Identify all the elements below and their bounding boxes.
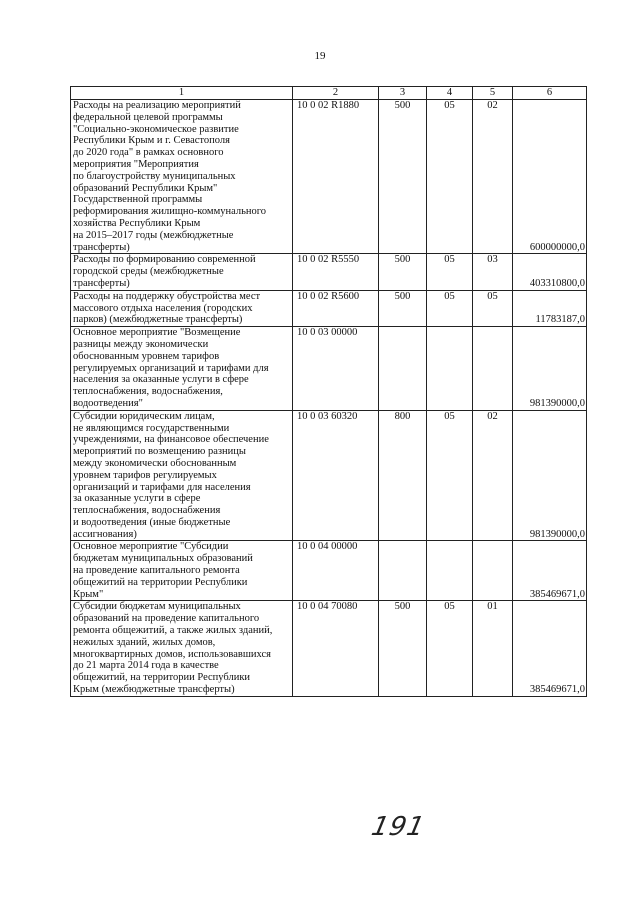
row-col-5: 01	[473, 601, 513, 696]
row-name: Основное мероприятие "Возмещение разницы между экономически обоснованным уровнем тарифов регулируемых организаций и тарифами для населения за оказанные услуги в сфере теплоснабжения, водоснабжения, водоотведения"	[71, 327, 293, 411]
row-col-3: 500	[379, 100, 427, 254]
budget-table	[70, 86, 587, 697]
row-code: 10 0 04 00000	[293, 541, 379, 601]
row-col-3	[379, 327, 427, 411]
row-col-5: 02	[473, 100, 513, 254]
row-code: 10 0 02 R1880	[293, 100, 379, 254]
table-row	[71, 601, 587, 696]
header-col-5: 5	[473, 87, 513, 100]
table-row	[71, 327, 587, 411]
row-code: 10 0 02 R5550	[293, 254, 379, 290]
row-col-5: 03	[473, 254, 513, 290]
row-code: 10 0 03 60320	[293, 410, 379, 541]
row-amount: 385469671,0	[513, 601, 587, 696]
row-amount: 403310800,0	[513, 254, 587, 290]
handwritten-page-number: 191	[368, 812, 428, 842]
row-name: Расходы на реализацию мероприятий федеральной целевой программы "Социально-экономическое развитие Республики Крым и г. Севастополя до 2020 года" в рамках основного мероприятия "Мероприятия по благоустройству муниципальных образований Республики Крым" Государственной программы реформирования жилищно-коммунального хозяйства Республики Крым на 2015–2017 годы (межбюджетные трансферты)	[71, 100, 293, 254]
row-name: Расходы на поддержку обустройства мест массового отдыха населения (городских парков) (межбюджетные трансферты)	[71, 290, 293, 326]
row-code: 10 0 02 R5600	[293, 290, 379, 326]
row-amount: 11783187,0	[513, 290, 587, 326]
row-col-4	[427, 541, 473, 601]
table-header	[71, 87, 587, 100]
table-row	[71, 410, 587, 541]
table-body	[71, 100, 587, 697]
header-col-3: 3	[379, 87, 427, 100]
row-amount: 600000000,0	[513, 100, 587, 254]
table-row	[71, 541, 587, 601]
row-amount: 981390000,0	[513, 410, 587, 541]
header-col-4: 4	[427, 87, 473, 100]
row-col-3: 800	[379, 410, 427, 541]
row-col-5: 02	[473, 410, 513, 541]
header-row	[71, 87, 587, 100]
row-amount: 981390000,0	[513, 327, 587, 411]
header-col-1: 1	[71, 87, 293, 100]
row-col-4: 05	[427, 290, 473, 326]
row-name: Субсидии юридическим лицам, не являющимся государственными учреждениями, на финансовое обеспечение мероприятий по возмещению разницы между экономически обоснованным уровнем тарифов регулируемых организаций и тарифами для населения за оказанные услуги в сфере теплоснабжения, водоснабжения и водоотведения (иные бюджетные ассигнования)	[71, 410, 293, 541]
row-name: Основное мероприятие "Субсидии бюджетам муниципальных образований на проведение капитального ремонта общежитий на территории Республики Крым"	[71, 541, 293, 601]
row-amount: 385469671,0	[513, 541, 587, 601]
row-code: 10 0 03 00000	[293, 327, 379, 411]
row-col-3: 500	[379, 290, 427, 326]
row-col-5: 05	[473, 290, 513, 326]
page-number: 19	[314, 50, 326, 62]
row-col-4: 05	[427, 100, 473, 254]
row-col-4: 05	[427, 254, 473, 290]
header-col-2: 2	[293, 87, 379, 100]
table-row	[71, 290, 587, 326]
row-col-5	[473, 541, 513, 601]
row-col-5	[473, 327, 513, 411]
table-row	[71, 254, 587, 290]
header-col-6: 6	[513, 87, 587, 100]
row-name: Расходы по формированию современной городской среды (межбюджетные трансферты)	[71, 254, 293, 290]
row-col-3: 500	[379, 601, 427, 696]
row-col-4: 05	[427, 410, 473, 541]
row-col-3	[379, 541, 427, 601]
table-row	[71, 100, 587, 254]
row-col-3: 500	[379, 254, 427, 290]
row-col-4: 05	[427, 601, 473, 696]
row-col-4	[427, 327, 473, 411]
row-code: 10 0 04 70080	[293, 601, 379, 696]
row-name: Субсидии бюджетам муниципальных образований на проведение капитального ремонта общежитий, а также жилых зданий, нежилых зданий, жилых домов, многоквартирных домов, использовавшихся до 21 марта 2014 года в качестве общежитий, на территории Республики Крым (межбюджетные трансферты)	[71, 601, 293, 696]
